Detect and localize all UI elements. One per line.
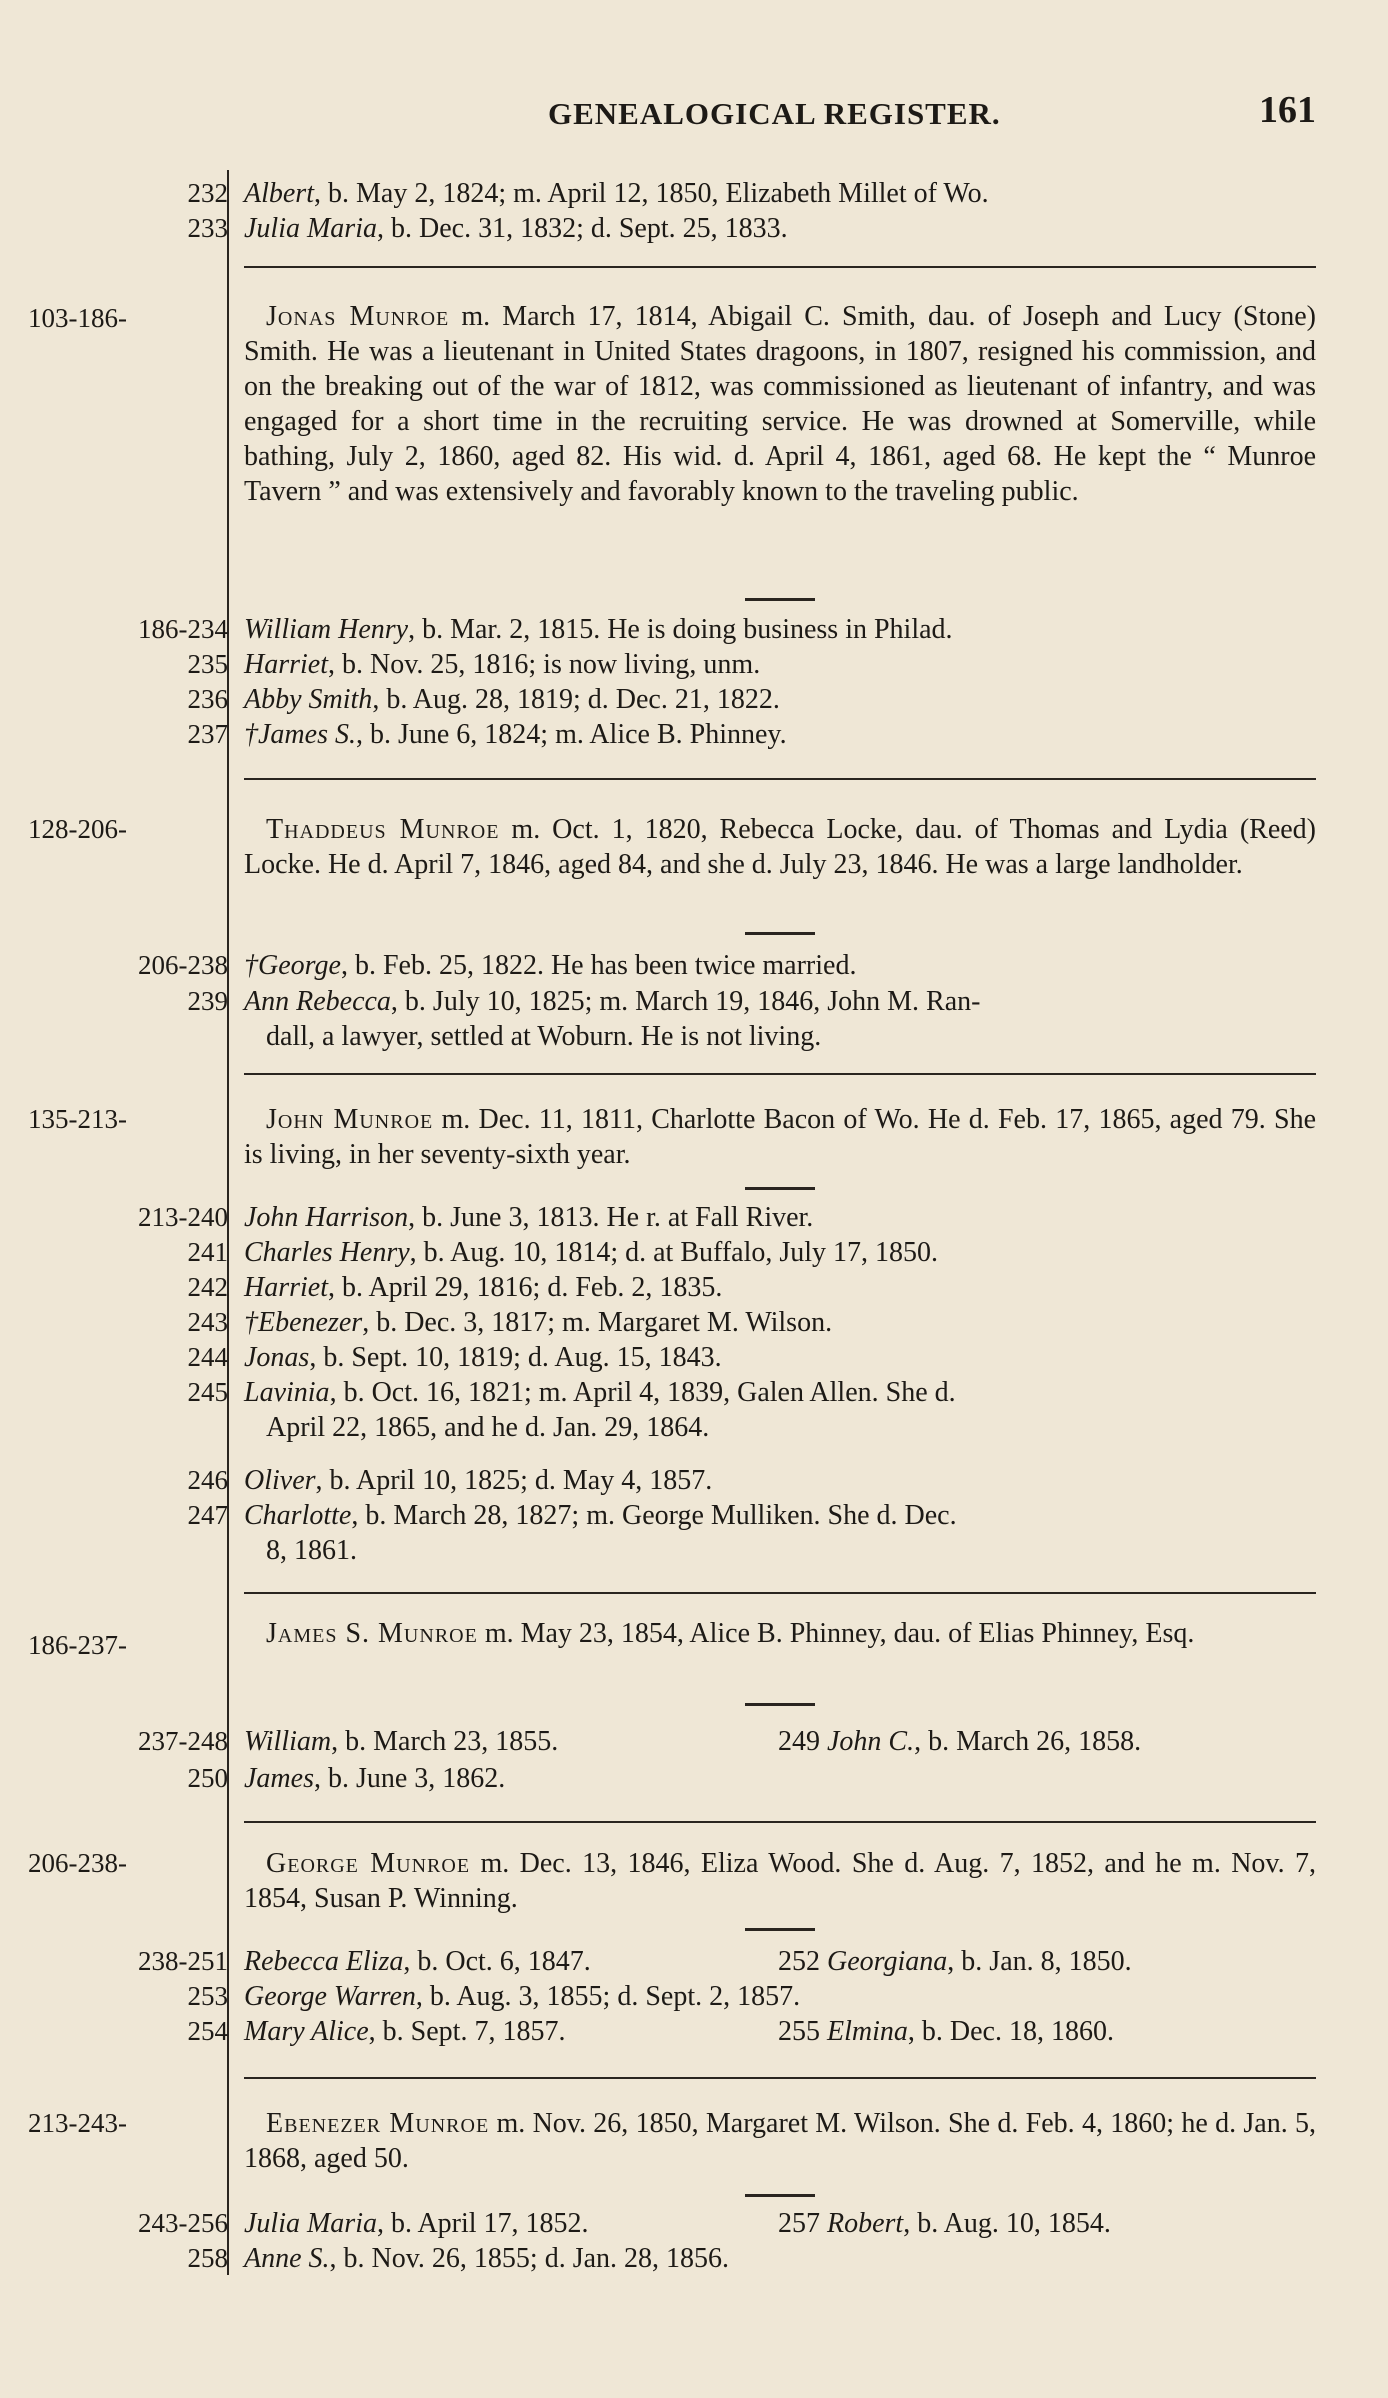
page-number: 161 [1259,89,1316,131]
family-number: 103-186- [28,303,127,333]
entry-number: 253 [187,1981,228,2011]
child-entry: †George, b. Feb. 25, 1822. He has been twice married. [244,950,857,981]
entry-number: 241 [187,1237,228,1267]
short-divider [745,1928,815,1931]
family-number: 213-243- [28,2108,127,2138]
child-entry: Anne S., b. Nov. 26, 1855; d. Jan. 28, 1856. [244,2243,730,2274]
child-entry: Julia Maria, b. April 17, 1852. 257 Robert, b. Aug. 10, 1854. [244,2208,1111,2239]
child-entry: Charlotte, b. March 28, 1827; m. George Mulliken. She d. Dec. 8, 1861. [244,1500,957,1566]
family-paragraph: George Munroe m. Dec. 13, 1846, Eliza Wood. She d. Aug. 7, 1852, and he m. Nov. 7, 1854, Susan P. Winning. [244,1848,1317,1914]
section-divider [244,1821,1316,1823]
family-number: 135-213- [28,1104,127,1134]
family-paragraph: Jonas Munroe m. March 17, 1814, Abigail C. Smith, dau. of Joseph and Lucy (Stone) Smith. He was a lieutenant in United States dragoons, in 1807, resigned his commission, and on the breaking out of the war of 1812, was commissioned as lieutenant of infantry, and was engaged for a short time in the recruiting service. He was drowned at Somerville, while bathing, July 2, 1860, aged 82. His wid. d. April 4, 1861, aged 68. He kept the “ Munroe Tavern ” and was extensively and favorably known to the traveling public. [244,301,1316,507]
family-paragraph: Ebenezer Munroe m. Nov. 26, 1850, Margaret M. Wilson. She d. Feb. 4, 1860; he d. Jan. 5, 1868, aged 50. [244,2108,1316,2174]
child-entry: †James S., b. June 6, 1824; m. Alice B. Phinney. [244,719,787,750]
family-number: 206-238- [28,1848,127,1878]
second-column-entry: 257 Robert, b. Aug. 10, 1854. [778,2208,1111,2239]
entry-number: 245 [187,1377,228,1407]
page-header [548,88,1328,140]
second-column-entry: 249 John C., b. March 26, 1858. [778,1726,1142,1757]
short-divider [745,1703,815,1706]
entry-number: 206-238 [138,950,228,980]
child-entry: William, b. March 23, 1855. 249 John C., b. March 26, 1858. [244,1726,1142,1757]
child-entry: Abby Smith, b. Aug. 28, 1819; d. Dec. 21, 1822. [244,684,780,715]
section-divider [244,1592,1316,1594]
child-entry: Julia Maria, b. Dec. 31, 1832; d. Sept. 25, 1833. [244,213,788,244]
family-paragraph: James S. Munroe m. May 23, 1854, Alice B. Phinney, dau. of Elias Phinney, Esq. [266,1618,1195,1649]
child-entry: Harriet, b. Nov. 25, 1816; is now living, unm. [244,649,761,680]
section-divider [244,1073,1316,1075]
entry-number: 250 [187,1763,228,1793]
entry-number: 243 [187,1307,228,1337]
family-paragraph: Thaddeus Munroe m. Oct. 1, 1820, Rebecca Locke, dau. of Thomas and Lydia (Reed) Locke. He d. April 7, 1846, aged 84, and she d. July 23, 1846. He was a large landholder. [244,814,1316,880]
section-divider [244,778,1316,780]
child-entry: Oliver, b. April 10, 1825; d. May 4, 1857. [244,1465,713,1496]
child-entry: John Harrison, b. June 3, 1813. He r. at Fall River. [244,1202,814,1233]
section-divider [244,266,1316,268]
short-divider [745,932,815,935]
family-number: 128-206- [28,814,127,844]
child-entry: Charles Henry, b. Aug. 10, 1814; d. at Buffalo, July 17, 1850. [244,1237,939,1268]
entry-number: 233 [187,213,228,243]
entry-number: 237 [187,719,228,749]
child-entry: George Warren, b. Aug. 3, 1855; d. Sept. 2, 1857. [244,1981,801,2012]
child-entry: Albert, b. May 2, 1824; m. April 12, 1850, Elizabeth Millet of Wo. [244,178,989,209]
section-divider [244,2077,1316,2079]
short-divider [745,598,815,601]
short-divider [745,1187,815,1190]
running-title: GENEALOGICAL REGISTER. [548,96,1001,131]
child-entry: Rebecca Eliza, b. Oct. 6, 1847. 252 Georgiana, b. Jan. 8, 1850. [244,1946,1132,1977]
entry-number: 213-240 [138,1202,228,1232]
entry-number: 254 [187,2016,228,2046]
child-entry: William Henry, b. Mar. 2, 1815. He is doing business in Philad. [244,614,953,645]
entry-number: 235 [187,649,228,679]
entry-number: 236 [187,684,228,714]
entry-number: 242 [187,1272,228,1302]
child-entry: Mary Alice, b. Sept. 7, 1857. 255 Elmina, b. Dec. 18, 1860. [244,2016,1114,2047]
child-entry: Lavinia, b. Oct. 16, 1821; m. April 4, 1839, Galen Allen. She d. April 22, 1865, and he d. Jan. 29, 1864. [244,1377,956,1443]
entry-number: 232 [187,178,228,208]
entry-number: 239 [187,986,228,1016]
entry-number: 246 [187,1465,228,1495]
short-divider [745,2194,815,2197]
entry-number: 237-248 [138,1726,228,1756]
entry-number: 247 [187,1500,228,1530]
entry-number: 244 [187,1342,228,1372]
child-entry: Ann Rebecca, b. July 10, 1825; m. March 19, 1846, John M. Ran- dall, a lawyer, settled at Woburn. He is not living. [244,986,981,1052]
child-entry: James, b. June 3, 1862. [244,1763,506,1794]
child-entry: Harriet, b. April 29, 1816; d. Feb. 2, 1835. [244,1272,723,1303]
entry-number: 243-256 [138,2208,228,2238]
entry-number: 238-251 [138,1946,228,1976]
second-column-entry: 252 Georgiana, b. Jan. 8, 1850. [778,1946,1132,1977]
family-number: 186-237- [28,1630,127,1660]
entry-number: 258 [187,2243,228,2273]
entry-number: 186-234 [138,614,228,644]
family-paragraph: John Munroe m. Dec. 11, 1811, Charlotte Bacon of Wo. He d. Feb. 17, 1865, aged 79. She is living, in her seventy-sixth year. [244,1104,1316,1170]
child-entry: Jonas, b. Sept. 10, 1819; d. Aug. 15, 1843. [244,1342,722,1373]
second-column-entry: 255 Elmina, b. Dec. 18, 1860. [778,2016,1114,2047]
child-entry: †Ebenezer, b. Dec. 3, 1817; m. Margaret M. Wilson. [244,1307,833,1338]
